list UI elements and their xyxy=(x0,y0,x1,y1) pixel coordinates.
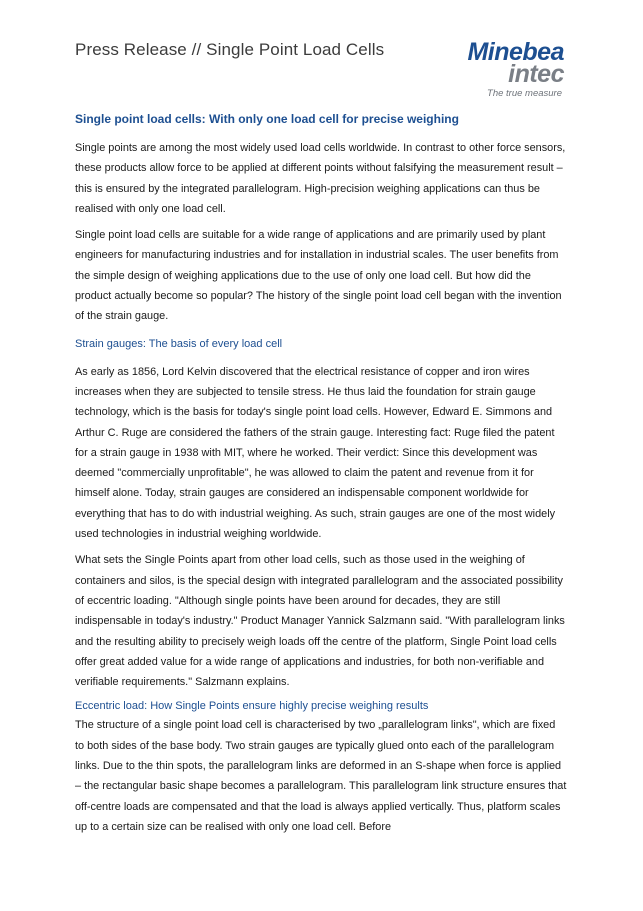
article-heading: Single point load cells: With only one load cell for precise weighing xyxy=(75,112,459,126)
paragraph-single-points: What sets the Single Points apart from other load cells, such as those used in the weighing of containers and silos, is the special design with integrated parallelogram and the associated possibility of eccentric loading. "Although single points have been around for decades, they are still indispensable in today's industry." Product Manager Yannick Salzmann said. "With parallelogram links and the resulting ability to precisely weigh loads off the centre of the platform, Single Point load cells offer great added value for a wide range of applications and industries, for both non-verifiable and verifiable requirements." Salzmann explains. xyxy=(75,554,565,689)
logo-intec-text: intec xyxy=(508,60,564,88)
paragraph-intro: Single points are among the most widely used load cells worldwide. In contrast to other force sensors, these products allow force to be applied at different points without falsifying the measurement result – this is ensured by the integrated parallelogram. High-precision weighing applications can thus be realised with only one load cell. xyxy=(75,142,566,215)
section-heading-eccentric-load: Eccentric load: How Single Points ensure highly precise weighing results xyxy=(75,700,429,713)
section-heading-strain-gauges: Strain gauges: The basis of every load cell xyxy=(75,337,283,350)
page-header-title: Press Release // Single Point Load Cells xyxy=(75,40,385,59)
paragraph-history: As early as 1856, Lord Kelvin discovered that the electrical resistance of copper and iron wires increases when they are subjected to tensile stress. He thus laid the foundation for strain gauge technology, which is the basis for today's single point load cells. However, Edward E. Simmons and Arthur C. Ruge are considered the fathers of the strain gauge. Interesting fact: Ruge filed the patent for a strain gauge in 1938 with MIT, where he worked. Their verdict: Since this development was deemed "commercially unprofitable", he was allowed to claim the patent and revenue from it for himself alone. Today, strain gauges are considered an indispensable component worldwide for everything that has to do with industrial weighing. As such, strain gauges are one of the most widely used technologies in industrial weighing worldwide. xyxy=(75,365,556,541)
minebea-intec-logo xyxy=(418,38,588,100)
logo-minebea-text: Minebea xyxy=(467,38,564,66)
logo-tagline: The true measure xyxy=(487,88,562,99)
article-body xyxy=(75,110,567,837)
paragraph-structure: The structure of a single point load cell is characterised by two „parallelogram links", which are fixed to both sides of the base body. Two strain gauges are typically glued onto each of the parallelogram links. Due to the thin spots, the parallelogram links are deformed in an S-shape when force is applied – the rectangular basic shape becomes a parallelogram. This parallelogram link structure ensures that off-centre loads are compensated and that the load is always applied vertically. Thus, platform scales up to a certain size can be realised with only one load cell. Before xyxy=(75,719,567,833)
paragraph-applications: Single point load cells are suitable for a wide range of applications and are primarily used by plant engineers for manufacturing industries and for installation in industrial scales. The user benefits from the simple design of weighing applications due to the use of only one load cell. But how did the product actually become so popular? The history of the single point load cell began with the invention of the strain gauge. xyxy=(75,229,562,323)
